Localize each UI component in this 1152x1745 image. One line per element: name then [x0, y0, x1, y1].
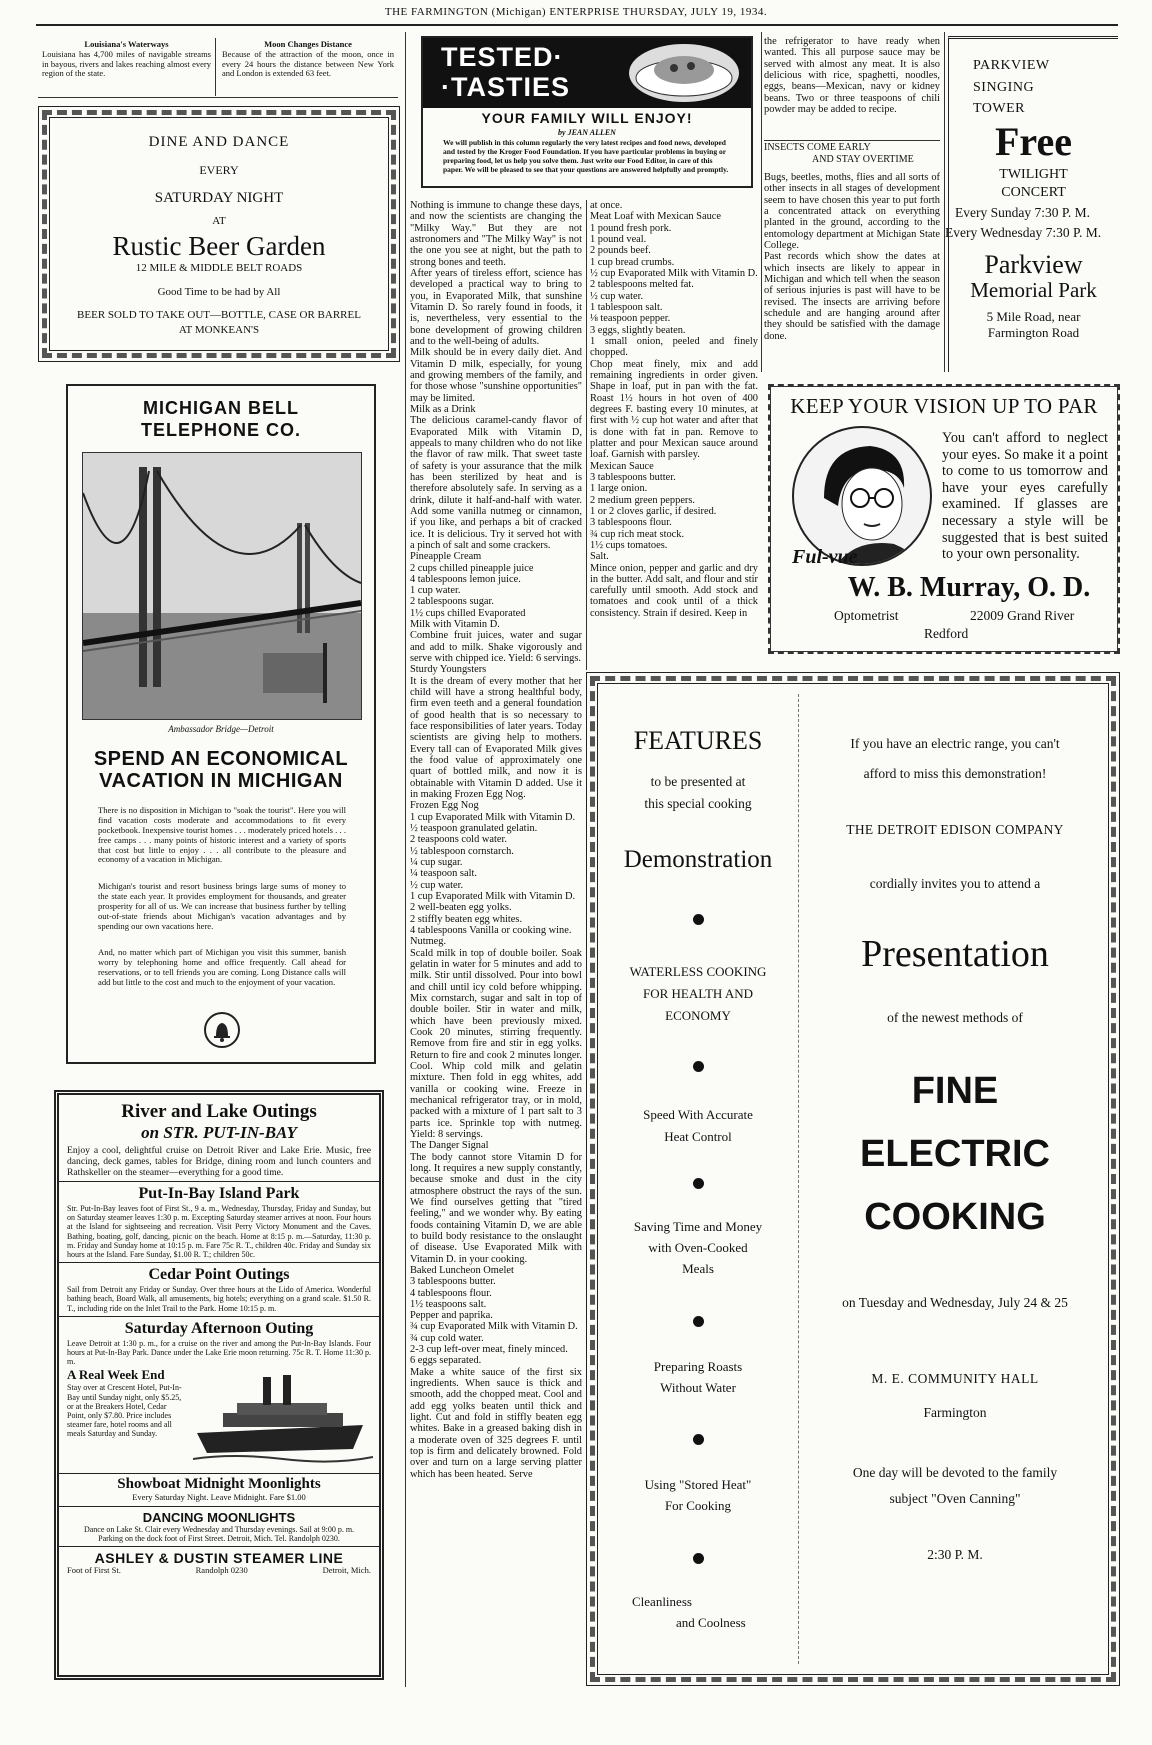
presentation-heading: Presentation: [861, 933, 1049, 975]
rustic-beer: BEER SOLD TO TAKE OUT—BOTTLE, CASE OR BARREL AT MONKEAN'S: [77, 309, 361, 336]
town-name: Farmington: [923, 1405, 987, 1420]
rustic-roads: 12 MILE & MIDDLE BELT ROADS: [135, 262, 303, 274]
cooking-heading: ELECTRIC: [860, 1133, 1050, 1175]
fulvue-brand: Ful-vue: [792, 546, 858, 568]
parkview-address: Farmington Road: [987, 324, 1080, 340]
feature-item: [598, 1475, 798, 1517]
presentation-time: 2:30 P. M.: [927, 1547, 983, 1562]
feature-line: Saving Time and Money: [633, 1219, 763, 1235]
invitation-line: subject "Oven Canning": [889, 1491, 1021, 1506]
bell-headline: SPEND AN ECONOMICAL VACATION IN MICHIGAN: [93, 748, 349, 793]
parkview-free: Free: [995, 119, 1072, 165]
feature-line: ECONOMY: [665, 1008, 731, 1024]
column-rule: [405, 32, 406, 1687]
detroit-edison-ad: [586, 672, 1120, 1686]
column-rule: [586, 200, 587, 670]
column-rule: [761, 32, 762, 372]
outings-section-title: Cedar Point Outings: [148, 1266, 290, 1284]
insects-article: Bugs, beetles, moths, flies and all sorts of other insects in all stages of development seem to have chosen this year to put forth a concentrated attack on everything planted in the ground, according to the entomology department at Michigan State College. Past records which show the dates at which insects are likely to appear in Michigan and which tell when the season of serious injuries is past will have to be revised. The insects are arriving before schedule and are hanging around after they should be satisfied with the damage done.: [764, 172, 940, 342]
bell-paragraph: There is no disposition in Michigan to "soak the tourist". Here you will find vacation costs moderate and accommodations to fit every pocketbook. Inexpensive tourist homes . . . moderately priced hotels . . . free camps . . . many points of historic interest and a variety of sports that cost but little to enjoy . . . all contribute to the pleasure and economy of a vacation in Michigan.: [98, 805, 346, 865]
invitation-line: of the newest methods of: [887, 1010, 1023, 1025]
parkview-address: 5 Mile Road, near: [986, 308, 1081, 324]
feature-line: Cleanliness: [632, 1594, 692, 1610]
feature-line: Speed With Accurate: [643, 1107, 753, 1123]
bell-logo-icon: [204, 1012, 240, 1048]
recipe-column-2: Nothing is immune to change these days, and now the scientists are changing the "Milky Way." But they are not astronomers and "The Milky Way" is not the one you see at night, but the path to strong bones and teeth. After years of tireless effort, science has developed a practical way to bring to you, in Evaporated Milk, that sunshine Vitamin D. So rarely found in foods, it is, nevertheless, very essential to the bone development of growing children and to the well-being of adults. Milk should be in every daily diet. And Vitamin D milk, especially, for young and growing members of the family, and for those whose "sunshine opportunities" may be limited. Milk as a Drink The delicious caramel-candy flavor of Evaporated Milk with Vitamin D, appeals to many children who do not like the flavor of raw milk. That sweet taste of safety is your assurance that the milk has been sterilized by heat and is therefore absolutely safe. In serving as a drink, dilute it half-and-half with water. Add some vanilla nutmeg or cinnamon, if you like, and perhaps a bit of cracked ice. It is delicious. Try it served hot with a pinch of salt and some crackers. Pineapple Cream 2 cups chilled pineapple juice 4 tablespoons lemon juice. 1 cup water. 2 tablespoons sugar. 1½ cups chilled Evaporated Milk with Vitamin D. Combine fruit juices, water and sugar and add to milk. Shake vigorously and serve with chipped ice. Yield: 6 servings. Sturdy Youngsters It is the dream of every mother that her child will have a strong healthful body, firm even teeth and a general foundation of good health that is so necessary to face responsibilities of later years. Today scientists are giving help to mothers. Every tall can of Evaporated Milk gives the food value of approximately one quart of bottled milk, and now it is obtainable with Vitamin D added. Use it in making Frozen Egg Nog. Frozen Egg Nog 1 cup Evaporated Milk with Vitamin D. ½ teaspoon granulated gelatin. 2 teaspoons cold water. ½ tablespoon cornstarch. ¼ cup sugar. ¼ teaspoon salt. ½ cup water. 1 cup Evaporated Milk with Vitamin D. 2 well-beaten egg yolks. 2 stiffly beaten egg whites. 4 tablespoons Vanilla or cooking wine. Nutmeg. Scald milk in top of double boiler. Soak gelatin in water for 5 minutes and add to milk. Stir until dissolved. Pour into bowl and chill until icy cold before whipping. Mix cornstarch, sugar and salt in top of double boiler. Stir in water and milk, which have been previously mixed. Cook 20 minutes, stirring frequently. Remove from fire and stir in egg yolks. Return to fire and cook 2 minutes longer. Cool. Whip cold milk and gelatin mixture. Then fold in egg whites, add vanilla or cooking wine. Freeze in mechanical refrigerator tray, or in mold, packed with a mixture of 1 part salt to 3 parts ice. Sprinkle top with nutmeg. Yield: 8 servings. The Danger Signal The body cannot store Vitamin D for long. It requires a new supply constantly, because smoke and dust in the city atmosphere obstruct the rays of the sun. We find ourselves getting that "tired feeling," and we wonder why. By eating foods containing Vitamin D, we are able to build body resistance to the onslaught of disease. Use Evaporated Milk with Vitamin D. in your cooking. Baked Luncheon Omelet 3 tablespoons butter. 4 tablespoons flour. 1½ teaspoons salt. Pepper and paprika. ¾ cup Evaporated Milk with Vitamin D. ¾ cup cold water. 2-3 cup left-over meat, finely minced. 6 eggs separated. Make a white sauce of the first six ingredients. When sauce is thick and smooth, add the chopped meat. Cool and add egg yolks beaten until thick and light. Cut and fold in stiffly beaten egg whites. Bake in a greased baking dish in a moderate oven of 325 degrees F. until top is firm and delicately browned. Fold over and turn on a large serving platter which has been heated. Serve: [410, 200, 582, 1480]
feature-line: Meals: [682, 1261, 714, 1277]
parkview-line: SINGING: [973, 79, 1035, 95]
outings-section-title: A Real Week End: [67, 1367, 165, 1383]
tested-tasties-header: [421, 36, 753, 188]
feature-item: [598, 1217, 798, 1279]
column-rule: [944, 32, 945, 372]
rustic-name: Rustic Beer Garden: [112, 231, 326, 261]
bridge-caption: Ambassador Bridge—Detroit: [168, 724, 274, 734]
parkview-line: TWILIGHT: [999, 167, 1068, 183]
ambassador-bridge-photo: [82, 452, 362, 720]
optometrist-address: 22009 Grand River: [970, 608, 1075, 623]
feature-line: Without Water: [660, 1379, 736, 1395]
feature-line: with Oven-Cooked: [648, 1240, 748, 1256]
bullet-icon: [693, 1434, 704, 1445]
fact-title: Louisiana's Waterways: [84, 39, 169, 49]
feature-line: FOR HEALTH AND: [642, 986, 754, 1002]
feature-line: Using "Stored Heat": [644, 1477, 752, 1493]
parkview-line: PARKVIEW: [973, 58, 1050, 73]
rustic-beer-garden-ad: [38, 106, 400, 362]
parkview-ad: [945, 36, 1118, 372]
column-divider: [764, 140, 940, 141]
masthead: THE FARMINGTON (Michigan) ENTERPRISE THURSDAY, JULY 19, 1934.: [384, 6, 768, 18]
parkview-wednesday: Every Wednesday 7:30 P. M.: [945, 225, 1102, 241]
insects-headline: [764, 142, 940, 165]
feature-item: [598, 1357, 798, 1399]
fact-body: Louisiana has 4,700 miles of navigable streams in bayous, rivers and lakes reaching almost every region of the state.: [42, 48, 211, 79]
invitation-line: afford to miss this demonstration!: [863, 766, 1047, 781]
bridge-illustration: [83, 453, 361, 719]
vision-title: KEEP YOUR VISION UP TO PAR: [790, 394, 1098, 418]
feature-item: [598, 961, 798, 1027]
masthead-rule: [36, 24, 1118, 26]
rustic-inner: [49, 117, 389, 351]
optometrist-title: Optometrist: [834, 608, 899, 623]
steamer-ship-icon: [193, 1369, 373, 1467]
feature-line: Preparing Roasts: [653, 1358, 743, 1374]
footer-address: Foot of First St.: [67, 1565, 121, 1576]
demonstration-dates: on Tuesday and Wednesday, July 24 & 25: [842, 1295, 1068, 1310]
outings-subhead: on STR. PUT-IN-BAY: [141, 1123, 297, 1142]
optometrist-city: Redford: [924, 626, 969, 641]
outings-section-title: Showboat Midnight Moonlights: [117, 1476, 321, 1493]
features-column: [598, 684, 798, 1674]
features-demonstration: Demonstration: [623, 846, 773, 873]
bullet-icon: [693, 1553, 704, 1564]
woman-portrait-icon: [792, 426, 932, 566]
fact-boxes: [38, 38, 398, 98]
outings-paragraph: Enjoy a cool, delightful cruise on Detroit River and Lake Erie. Music, free dancing, deck games, tables for Bridge, dining room and lunch counters and Rathskeller on the steamer—everything for a good time.: [67, 1145, 371, 1179]
parkview-line: TOWER: [973, 101, 1026, 117]
footer-city: Detroit, Mich.: [322, 1565, 371, 1576]
insects-headline-line: AND STAY OVERTIME: [812, 153, 914, 165]
tested-note: We will publish in this column regularly the very latest recipes and food news, developed and tested by the Kroger Food Foundation. If you have particular problems in buying or preparing food, let us help you solve them. Just write our Food Editor, in care of this paper. We will be pleased to see that your questions are answered helpfully and promptly.: [443, 138, 729, 174]
vision-ad: [768, 384, 1120, 654]
insects-headline-line: INSECTS COME EARLY: [764, 142, 871, 153]
rustic-good-time: Good Time to be had by All: [157, 286, 281, 298]
edison-inner: [597, 683, 1109, 1675]
invitation-line: If you have an electric range, you can't: [850, 736, 1060, 751]
bullet-icon: [693, 1061, 704, 1072]
bell-paragraph: Michigan's tourist and resort business brings large sums of money to the state each year. It provides employment for thousands, and greater prosperity for all of us. We can increase that business further by telling out-of-state friends about Michigan's vacation advantages and by spending our own vacations here.: [98, 881, 346, 931]
parkview-line: CONCERT: [1001, 184, 1066, 200]
bell-paragraph: And, no matter which part of Michigan you visit this summer, banish worry by telephoning home and office frequently. Call ahead for reservations, or to tell friends you are coming. Long Distance calls will add but little to the cost and much to the enjoyment of your vacation.: [98, 947, 346, 987]
rustic-line: EVERY: [199, 163, 239, 177]
outings-paragraph: Sail from Detroit any Friday or Sunday. Over three hours at the Lido of America. Wonderful bathing beach, Board Walk, all amusements, big hotels; everything on a grand scale. $1.50 R. T., including ride on the Inlet Trail to the Park. Home 10:15 p. m.: [67, 1285, 371, 1313]
tested-title: ·TASTIES: [441, 72, 570, 102]
parkview-sunday: Every Sunday 7:30 P. M.: [955, 205, 1090, 221]
edison-company: THE DETROIT EDISON COMPANY: [846, 822, 1064, 837]
fact-body: Because of the attraction of the moon, once in every 24 hours the distance between New York and London is extended 63 feet.: [222, 48, 394, 79]
feature-line: and Coolness: [676, 1614, 746, 1630]
feature-line: WATERLESS COOKING: [629, 964, 767, 979]
parkview-name: Parkview: [984, 250, 1083, 280]
outings-section-title: DANCING MOONLIGHTS: [142, 1510, 296, 1526]
invitation-line: One day will be devoted to the family: [852, 1465, 1058, 1480]
features-subtitle: this special cooking: [644, 796, 752, 811]
food-dish-icon: [629, 44, 739, 102]
feature-line: For Cooking: [664, 1498, 732, 1514]
outings-paragraph: Leave Detroit at 1:30 p. m., for a cruise on the river and among the Put-In-Bay Islands. Four hours at Put-In-Bay Park. Dance under the Lake Erie moon returning. 75c R. T. Home 11:30 p. m.: [67, 1338, 371, 1367]
tested-byline: by JEAN ALLEN: [558, 128, 616, 137]
feature-item: [598, 1592, 798, 1634]
fact-title: Moon Changes Distance: [264, 39, 352, 49]
outings-paragraph: Str. Put-In-Bay leaves foot of First St., 9 a. m., Wednesday, Thursday, Friday and Sunday, but on Saturday steamer leaves 1:30 p. m. Excepting Saturday steamer arrives at noon. Four hours at the Island for sightseeing and recreation. Visit Perry Victory Monument and the Caves. Bathing, boating, golf, dancing, picnic on the beach. Home at 8:15 p. m.—Saturday, 11:30 p. m. Friday and Sunday home at 10:15 p. m. Fare 75c R. T., children 40c. Friday and Sunday six hours at the Island. Fare Sunday, $1.00 R. T.; children 50c.: [67, 1204, 371, 1260]
cooking-heading: FINE: [911, 1070, 999, 1112]
features-divider: [798, 694, 799, 1664]
outings-headline: River and Lake Outings: [121, 1101, 317, 1122]
tested-banner: [423, 38, 751, 108]
vision-body: You can't afford to neglect your eyes. So make it a point to come to us tomorrow and have your eyes carefully examined. If glasses are necessary a style will be suggested that is best suited to your own personality.: [942, 430, 1108, 563]
michigan-bell-ad: [66, 384, 376, 1064]
outings-paragraph: Stay over at Crescent Hotel, Put-In-Bay until Sunday night, only $5.25, or at the Breakers Hotel, Cedar Point, only $7.80. Price includes steamer fare, hotel rooms and all meals Saturday and Sunday.: [67, 1383, 182, 1439]
invitation-column: [802, 684, 1108, 1674]
outings-paragraph: Every Saturday Night. Leave Midnight. Fare $1.00: [132, 1492, 306, 1503]
cooking-heading: COOKING: [864, 1196, 1046, 1238]
hall-name: M. E. COMMUNITY HALL: [871, 1371, 1039, 1386]
optometrist-name: W. B. Murray, O. D.: [847, 572, 1091, 603]
rustic-line: DINE AND DANCE: [148, 134, 290, 150]
steamer-line-ad: [54, 1090, 384, 1680]
bullet-icon: [693, 914, 704, 925]
feature-item: [598, 1104, 798, 1148]
outings-paragraph: Dance on Lake St. Clair every Wednesday and Thursday evenings. Sail at 9:00 p. m. Parking on the dock foot of First Street. Detroit, Mich. Tel. Randolph 0230.: [83, 1525, 355, 1544]
features-title: FEATURES: [633, 726, 763, 755]
outings-section-title: Put-In-Bay Island Park: [138, 1185, 300, 1203]
tested-subtitle: YOUR FAMILY WILL ENJOY!: [481, 110, 693, 126]
feature-line: Heat Control: [664, 1129, 732, 1145]
outings-section-title: Saturday Afternoon Outing: [124, 1319, 314, 1337]
tested-title: TESTED·: [441, 42, 564, 72]
invitation-line: cordially invites you to attend a: [869, 876, 1041, 891]
bell-title: MICHIGAN BELL TELEPHONE CO.: [140, 398, 301, 440]
features-subtitle: to be presented at: [650, 774, 746, 789]
rustic-line: AT: [212, 215, 226, 227]
bullet-icon: [693, 1316, 704, 1327]
fact-moon: [218, 38, 398, 96]
footer-phone: Randolph 0230: [195, 1565, 248, 1576]
rustic-line: SATURDAY NIGHT: [154, 190, 284, 206]
recipe-column-3: at once. Meat Loaf with Mexican Sauce 1 pound fresh pork. 1 pound veal. 2 pounds beef. 1 cup bread crumbs. ½ cup Evaporated Milk with Vitamin D. 2 tablespoons melted fat. ½ cup water. 1 tablespoon salt. ⅛ teaspoon pepper. 3 eggs, slightly beaten. 1 small onion, peeled and finely chopped. Chop meat finely, mix and add remaining ingredients in order given. Shape in loaf, put in pan with the fat. Roast 1½ hours in hot oven of 400 degrees F. basting every 10 minutes, at first with ½ cup hot water and after that is done with fat in pan. Remove to platter and pour Mexican sauce around loaf. Garnish with parsley. Mexican Sauce 3 tablespoons butter. 1 large onion. 2 medium green peppers. 1 or 2 cloves garlic, if desired. 3 tablespoons flour. ¾ cup rich meat stock. 1½ cups tomatoes. Salt. Mince onion, pepper and garlic and dry in the butter. Add salt, and flour and stir carefully until smooth. Add stock and tomatoes and cook until of a thick consistency. Strain if desired. Keep in: [590, 200, 758, 619]
steamer-line-name: ASHLEY & DUSTIN STEAMER LINE: [94, 1550, 344, 1567]
fact-louisiana: [38, 38, 216, 96]
recipe-column-4: the refrigerator to have ready when wanted. This all purpose sauce may be served with almost any meat. It is also delicious with rice, spaghetti, noodles, eggs, beans—Mexican, navy or kidney beans. Two or three teaspoons of chili powder may be added to recipe.: [764, 36, 940, 115]
bullet-icon: [693, 1178, 704, 1189]
parkview-name: Memorial Park: [970, 278, 1097, 303]
